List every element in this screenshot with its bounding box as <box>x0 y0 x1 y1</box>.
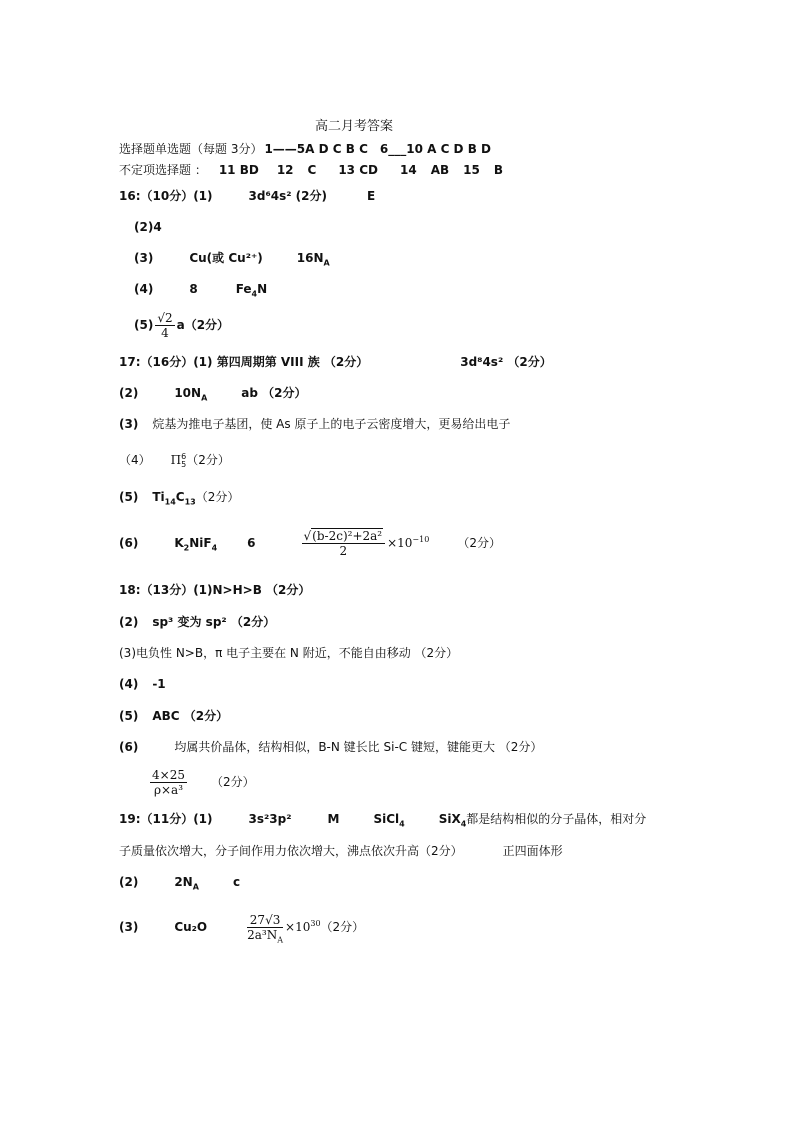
q17-p6-a: K <box>174 536 184 550</box>
q18-p4-label: (4) <box>119 677 139 691</box>
q17-p4-sub: 5 <box>181 459 187 469</box>
q19-p3-label: (3) <box>119 920 139 934</box>
q19-p2-label: (2) <box>119 875 139 889</box>
q16-p5-den: 4 <box>161 326 169 340</box>
q19-line-1 <box>119 811 646 827</box>
q17-part-6 <box>119 522 501 564</box>
q18-p4-text: -1 <box>152 677 166 691</box>
q17-p4-tail: （2分） <box>186 453 230 467</box>
q19-p3-den: 2a³N <box>247 928 278 942</box>
q19-p1-b: M <box>327 812 340 826</box>
q19-p1-c-sub: 4 <box>399 819 405 829</box>
q19-p1-line2: 子质量依次增大，分子间作用力依次增大，沸点依次升高（2分） <box>119 844 463 858</box>
q19-p2-a-sub: A <box>192 882 199 892</box>
q16-p3-a: Cu(或 Cu²⁺) <box>189 251 263 265</box>
q17-fraction: $\frac{\text{√(b-2c)²+2a²}}{2}$ <box>302 529 386 558</box>
q19-p1-a: 3s²3p² <box>248 812 292 826</box>
q16-fraction <box>155 311 174 340</box>
q16-p3-sub: A <box>323 258 330 268</box>
q16-head: 16:（10分）(1) <box>119 189 213 203</box>
multi-answer: 12 <box>276 163 294 177</box>
q19-part-2 <box>119 874 240 890</box>
q17-p5-a: Ti <box>152 490 165 504</box>
q17-p5-tail: （2分） <box>195 490 240 504</box>
q19-p1-d: SiX <box>438 812 461 826</box>
q17-p6-label: (6) <box>119 536 139 550</box>
q19-p1-c: SiCl <box>373 812 400 826</box>
q18-p5-label: (5) <box>119 709 139 723</box>
q17-p6-num: (b-2c)²+2a² <box>312 529 383 543</box>
q17-p6-a-sub: 2 <box>183 543 190 553</box>
q18-p7-num: 4×25 <box>152 768 185 782</box>
q18-p2-label: (2) <box>119 615 139 629</box>
q17-p4-sym: Π <box>170 453 182 467</box>
q18-p2-text: sp³ 变为 sp² （2分） <box>152 615 276 629</box>
q19-p3-score: （2分） <box>320 920 365 934</box>
single-choice-answers <box>119 141 491 157</box>
q16-part-3 <box>134 250 330 266</box>
q17-p2-b: ab （2分） <box>241 386 307 400</box>
q18-part-4 <box>119 676 166 692</box>
q17-p5-a-sub: 14 <box>164 497 176 507</box>
q17-p6-exp: −10 <box>412 535 430 544</box>
q17-part-2 <box>119 385 307 401</box>
multi-answer: 15 <box>463 163 480 177</box>
q16-p4-b: Fe <box>235 282 252 296</box>
q18-p7-den: ρ×a³ <box>153 783 184 797</box>
q16-p4-sub: 4 <box>251 289 258 299</box>
q17-part-5 <box>119 489 239 505</box>
q16-p4-end: N <box>257 282 268 296</box>
q17-p5-b: C <box>175 490 185 504</box>
q16-p5-num: √2 <box>157 311 173 325</box>
q18-part-2 <box>119 614 275 630</box>
multi-answer: 11 BD <box>218 163 259 177</box>
multi-choice-answers <box>119 162 503 178</box>
single-choice-range-2: 6___10 A C D B D <box>379 142 491 156</box>
q18-fraction <box>150 768 187 797</box>
q19-line-2 <box>119 843 563 859</box>
multi-answer: C <box>307 163 317 177</box>
q18-part-3: (3)电负性 N>B，π 电子主要在 N 附近，不能自由移动 （2分） <box>119 646 459 660</box>
q19-p1-shape: 正四面体形 <box>502 844 563 858</box>
q17-p6-a-sub2: 4 <box>211 543 218 553</box>
q16-p3-b: 16N <box>296 251 324 265</box>
q19-p3-a: Cu₂O <box>174 920 208 934</box>
q17-line-1 <box>119 354 552 370</box>
multi-choice-label: 不定项选择题 ： <box>119 163 207 177</box>
q17-p6-den: 2 <box>339 544 348 558</box>
q19-head: 19:（11分）(1) <box>119 812 213 826</box>
q19-p2-b: c <box>232 875 241 889</box>
q19-p2-a: 2N <box>174 875 193 889</box>
q18-part-7 <box>148 762 255 802</box>
q19-p3-num: 27√3 <box>247 913 283 928</box>
multi-answer: B <box>493 163 503 177</box>
q17-head: 17:（16分）(1) 第四周期第 VIII 族 （2分） <box>119 355 369 369</box>
q17-p2-a: 10N <box>174 386 202 400</box>
q17-p4-label: （4） <box>119 453 151 467</box>
q18-line-1: 18:（13分）(1)N>H>B （2分） <box>119 583 311 597</box>
q18-p5-text: ABC （2分） <box>152 709 229 723</box>
q19-p1-d-sub: 4 <box>460 819 467 829</box>
q17-p6-b: 6 <box>247 536 256 550</box>
q17-p6-score: （2分） <box>457 536 501 550</box>
q19-p1-d-end: 都是结构相似的分子晶体，相对分 <box>466 812 647 826</box>
q16-p5-tail: a（2分） <box>176 318 230 332</box>
q17-p4-sup: 6 <box>181 451 187 461</box>
q17-part-3 <box>119 416 510 432</box>
q16-p4-a: 8 <box>189 282 198 296</box>
q17-p5-b-sub: 13 <box>184 497 196 507</box>
q16-e: E <box>366 189 376 203</box>
q18-p6-label: (6) <box>119 740 139 754</box>
page-title: 高二月考答案 <box>315 119 394 134</box>
q17-p2-sub: A <box>201 393 208 403</box>
q18-p7-score: （2分） <box>210 775 255 789</box>
q16-part-5 <box>134 308 229 342</box>
q17-part-4 <box>119 452 230 469</box>
q19-part-3 <box>119 906 364 948</box>
q18-part-5 <box>119 708 228 724</box>
single-choice-label: 选择题单选题（每题 3分） <box>119 142 263 156</box>
q17-config: 3d⁸4s² （2分） <box>460 355 552 369</box>
q16-part-2: (2)4 <box>134 220 162 234</box>
q16-p5-label: (5) <box>134 318 154 332</box>
q19-p3-exp: 30 <box>310 919 321 928</box>
single-choice-range-1: 1——5A D C B C <box>264 142 368 156</box>
q17-p3-text: 烷基为推电子基团，使 As 原子上的电子云密度增大，更易给出电子 <box>152 417 511 431</box>
q17-p5-label: (5) <box>119 490 139 504</box>
q16-p4-label: (4) <box>134 282 154 296</box>
q16-part-4 <box>134 281 267 297</box>
q16-p3-label: (3) <box>134 251 154 265</box>
q17-p6-a-end: NiF <box>189 536 212 550</box>
q18-part-6 <box>119 739 542 755</box>
q19-p3-den-sub: A <box>277 935 284 945</box>
q18-p6-text: 均属共价晶体，结构相似，B-N 键长比 Si-C 键短，键能更大 （2分） <box>174 740 543 754</box>
q19-p3-mult: ×10 <box>285 920 311 934</box>
q17-p3-label: (3) <box>119 417 139 431</box>
q17-p6-mult: ×10 <box>387 536 413 550</box>
q17-p2-label: (2) <box>119 386 139 400</box>
multi-answer: AB <box>430 163 450 177</box>
q19-fraction <box>247 913 284 945</box>
multi-answer: 13 CD <box>338 163 378 177</box>
q16-config: 3d⁶4s² (2分) <box>248 189 327 203</box>
q16-line-1 <box>119 188 375 204</box>
multi-answer: 14 <box>399 163 417 177</box>
